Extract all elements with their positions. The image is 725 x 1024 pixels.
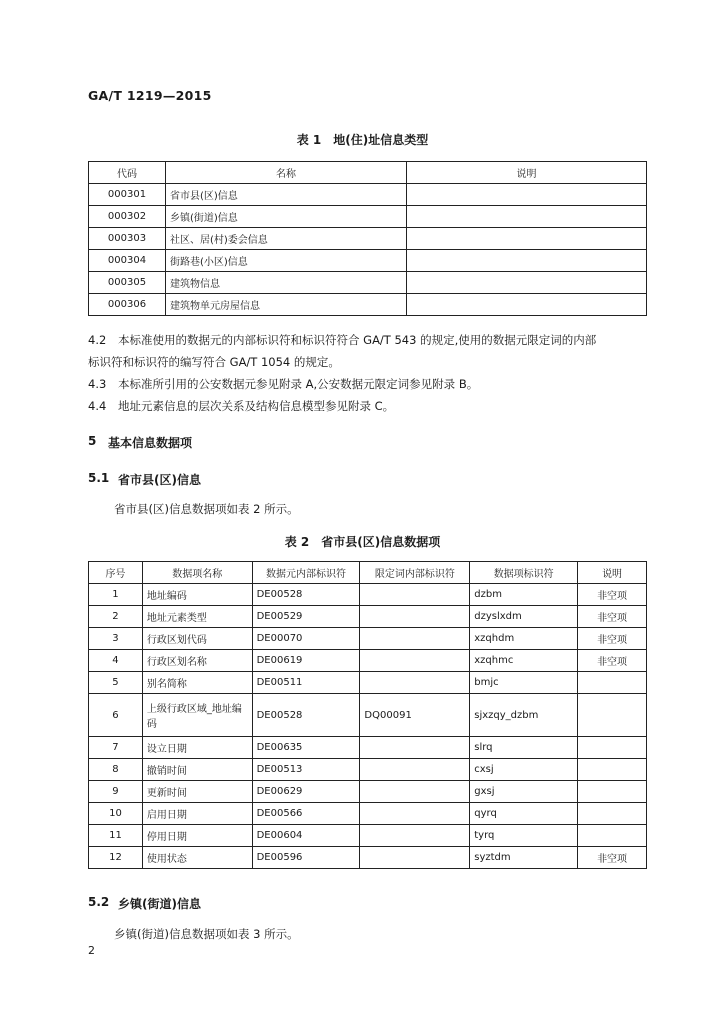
table-cell: 街路巷(小区)信息 [166, 250, 407, 272]
table-row [89, 803, 647, 825]
table-cell [360, 847, 470, 869]
table-cell: bmjc [470, 672, 578, 694]
table-cell: 非空项 [578, 584, 647, 606]
table-cell: 非空项 [578, 606, 647, 628]
table-cell: 2 [89, 606, 143, 628]
table2 [88, 561, 647, 869]
section-5-1-intro: 省市县(区)信息数据项如表 2 所示。 [114, 502, 299, 516]
table-cell: 000302 [89, 206, 166, 228]
table-row [89, 737, 647, 759]
table-cell: 11 [89, 825, 143, 847]
table-cell: 000301 [89, 184, 166, 206]
table-cell: slrq [470, 737, 578, 759]
table-row [89, 672, 647, 694]
clause-4-2-line1: 本标准使用的数据元的内部标识符和标识符符合 GA/T 543 的规定,使用的数据元限定词的内部 [118, 333, 597, 347]
table-cell: 000306 [89, 294, 166, 316]
table-row [89, 694, 647, 737]
table-header-row [89, 562, 647, 584]
table-row [89, 759, 647, 781]
table-cell: 4 [89, 650, 143, 672]
table-cell: DE00596 [252, 847, 360, 869]
clause-4-3-number: 4.3 [88, 377, 107, 391]
table-cell: DQ00091 [360, 694, 470, 737]
table-row [89, 206, 647, 228]
table-cell: DE00528 [252, 694, 360, 737]
column-header: 数据项名称 [142, 562, 252, 584]
clause-4-2-number: 4.2 [88, 333, 107, 347]
table-cell: 9 [89, 781, 143, 803]
table-row [89, 250, 647, 272]
section-5-2-title: 乡镇(街道)信息 [118, 897, 201, 911]
table-cell: 行政区划名称 [142, 650, 252, 672]
table-cell: 启用日期 [142, 803, 252, 825]
column-header: 说明 [578, 562, 647, 584]
column-header: 限定词内部标识符 [360, 562, 470, 584]
table-cell [578, 694, 647, 737]
table-cell: DE00635 [252, 737, 360, 759]
table-cell: 建筑物信息 [166, 272, 407, 294]
table-cell: 上级行政区域_地址编码 [142, 694, 252, 737]
table-cell: 非空项 [578, 628, 647, 650]
table-cell [360, 781, 470, 803]
table-cell [578, 825, 647, 847]
table-cell: DE00513 [252, 759, 360, 781]
table-cell: qyrq [470, 803, 578, 825]
table-cell: 乡镇(街道)信息 [166, 206, 407, 228]
table-cell [360, 606, 470, 628]
table-cell [360, 584, 470, 606]
column-header: 序号 [89, 562, 143, 584]
table-cell: 非空项 [578, 650, 647, 672]
table-cell [360, 759, 470, 781]
table-cell: 社区、居(村)委会信息 [166, 228, 407, 250]
section-5-title: 基本信息数据项 [108, 436, 193, 450]
table-cell [360, 825, 470, 847]
table-row [89, 184, 647, 206]
table-cell: DE00528 [252, 584, 360, 606]
table-cell: DE00070 [252, 628, 360, 650]
table-row [89, 650, 647, 672]
clause-4-4-number: 4.4 [88, 399, 107, 413]
table-cell: DE00619 [252, 650, 360, 672]
table-cell: DE00511 [252, 672, 360, 694]
table-cell: 设立日期 [142, 737, 252, 759]
table-cell [407, 184, 647, 206]
table-cell: 7 [89, 737, 143, 759]
column-header: 数据项标识符 [470, 562, 578, 584]
table-cell: 更新时间 [142, 781, 252, 803]
table-cell: DE00529 [252, 606, 360, 628]
section-5-2-intro: 乡镇(街道)信息数据项如表 3 所示。 [114, 927, 299, 941]
table-cell: DE00629 [252, 781, 360, 803]
column-header: 说明 [407, 162, 647, 184]
table-row [89, 584, 647, 606]
table-cell: 10 [89, 803, 143, 825]
table-cell: 别名简称 [142, 672, 252, 694]
section-5-1-number: 5.1 [88, 471, 110, 485]
section-5-1-title: 省市县(区)信息 [118, 473, 201, 487]
clause-4-4: 地址元素信息的层次关系及结构信息模型参见附录 C。 [118, 399, 395, 413]
table-cell: 停用日期 [142, 825, 252, 847]
table-cell [578, 803, 647, 825]
table-cell [360, 803, 470, 825]
table-cell: DE00604 [252, 825, 360, 847]
table-row [89, 272, 647, 294]
table-cell: xzqhdm [470, 628, 578, 650]
table-cell: 非空项 [578, 847, 647, 869]
table-cell: 省市县(区)信息 [166, 184, 407, 206]
table-cell: tyrq [470, 825, 578, 847]
section-5-number: 5 [88, 434, 97, 448]
table-row [89, 847, 647, 869]
table1-caption: 表 1 地(住)址信息类型 [296, 133, 429, 147]
table-cell [578, 737, 647, 759]
table-row [89, 294, 647, 316]
table-row [89, 228, 647, 250]
table-cell: DE00566 [252, 803, 360, 825]
table1 [88, 161, 647, 316]
table-cell [360, 737, 470, 759]
table-cell: 建筑物单元房屋信息 [166, 294, 407, 316]
table-cell: syztdm [470, 847, 578, 869]
table-row [89, 628, 647, 650]
table-cell [578, 781, 647, 803]
table-cell: 行政区划代码 [142, 628, 252, 650]
table-cell: 000305 [89, 272, 166, 294]
table-cell: 000304 [89, 250, 166, 272]
table-cell [407, 250, 647, 272]
table-cell: xzqhmc [470, 650, 578, 672]
column-header: 数据元内部标识符 [252, 562, 360, 584]
table2-caption: 表 2 省市县(区)信息数据项 [284, 535, 441, 549]
section-5-2-number: 5.2 [88, 895, 110, 909]
table-cell: 6 [89, 694, 143, 737]
table-cell: 使用状态 [142, 847, 252, 869]
table-cell [360, 650, 470, 672]
clause-4-3: 本标准所引用的公安数据元参见附录 A,公安数据元限定词参见附录 B。 [118, 377, 479, 391]
table-cell [407, 228, 647, 250]
table-cell: 000303 [89, 228, 166, 250]
table-row [89, 781, 647, 803]
page-number: 2 [88, 944, 95, 957]
table-cell: 8 [89, 759, 143, 781]
column-header: 代码 [89, 162, 166, 184]
table-cell [578, 672, 647, 694]
table-cell: 1 [89, 584, 143, 606]
clause-4-2-line2: 标识符和标识符的编写符合 GA/T 1054 的规定。 [88, 355, 340, 369]
table-row [89, 825, 647, 847]
table-cell: sjxzqy_dzbm [470, 694, 578, 737]
table-cell: cxsj [470, 759, 578, 781]
document-header: GA/T 1219—2015 [88, 88, 212, 103]
table-cell: 12 [89, 847, 143, 869]
table-cell: gxsj [470, 781, 578, 803]
table-row [89, 606, 647, 628]
table-cell: dzyslxdm [470, 606, 578, 628]
table-cell: 地址编码 [142, 584, 252, 606]
column-header: 名称 [166, 162, 407, 184]
table-cell [407, 294, 647, 316]
table-cell: 撤销时间 [142, 759, 252, 781]
table-cell [578, 759, 647, 781]
table-cell [360, 672, 470, 694]
table-header-row [89, 162, 647, 184]
table-cell: dzbm [470, 584, 578, 606]
table-cell: 5 [89, 672, 143, 694]
table-cell [407, 272, 647, 294]
table-cell: 3 [89, 628, 143, 650]
table-cell [407, 206, 647, 228]
table-cell: 地址元素类型 [142, 606, 252, 628]
table-cell [360, 628, 470, 650]
